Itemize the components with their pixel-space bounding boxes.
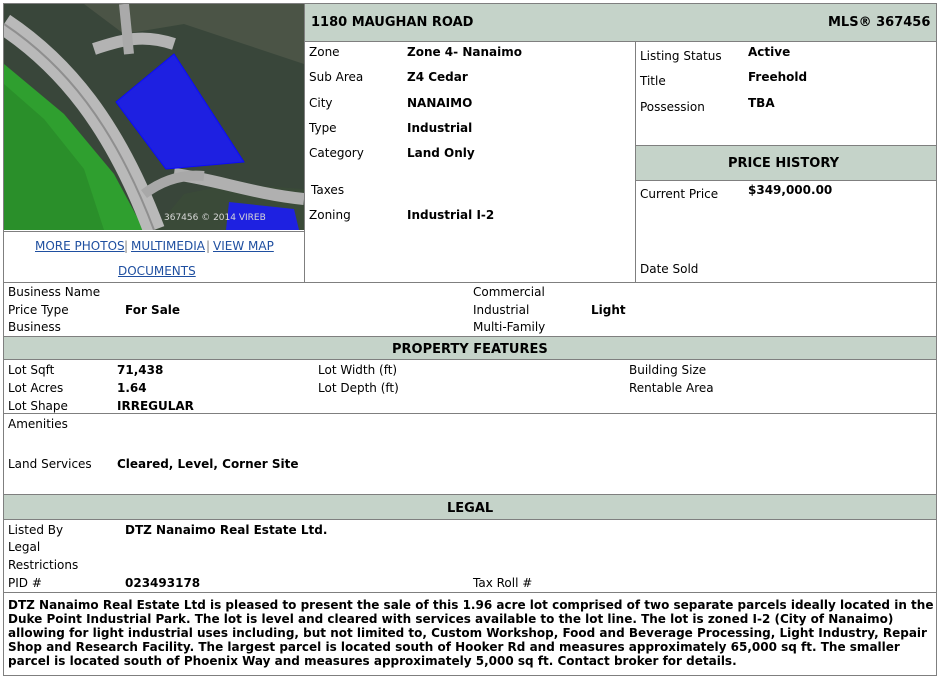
city-label: City	[309, 96, 333, 110]
zoning-label: Zoning	[309, 208, 351, 222]
restrictions-label: Restrictions	[8, 558, 79, 572]
zoning-value: Industrial I-2	[407, 208, 495, 222]
industrial-value: Light	[591, 303, 626, 317]
property-address: 1180 MAUGHAN ROAD	[311, 15, 474, 30]
possession-label: Possession	[640, 100, 705, 114]
subarea-value: Z4 Cedar	[407, 70, 468, 84]
pid-label: PID #	[8, 576, 42, 590]
business-name-label: Business Name	[8, 285, 101, 299]
listed-by-label: Listed By	[8, 523, 64, 537]
view-map-link[interactable]: VIEW MAP	[213, 239, 274, 253]
land-services-label: Land Services	[8, 457, 92, 471]
zone-value: Zone 4- Nanaimo	[407, 45, 522, 59]
mls-number: MLS® 367456	[828, 15, 931, 30]
industrial-label: Industrial	[473, 303, 530, 317]
lot-sqft-label: Lot Sqft	[8, 363, 55, 377]
lot-sqft-value: 71,438	[117, 363, 164, 377]
aerial-map-image	[4, 4, 304, 230]
business-label: Business	[8, 320, 61, 334]
listing-status-label: Listing Status	[640, 49, 722, 63]
type-value: Industrial	[407, 121, 473, 135]
lot-shape-value: IRREGULAR	[117, 399, 194, 413]
lot-shape-label: Lot Shape	[8, 399, 68, 413]
documents-link[interactable]: DOCUMENTS	[118, 264, 196, 278]
lot-acres-label: Lot Acres	[8, 381, 64, 395]
category-label: Category	[309, 146, 364, 160]
land-services-value: Cleared, Level, Corner Site	[117, 457, 299, 471]
pid-value: 023493178	[125, 576, 201, 590]
legal-label: Legal	[8, 540, 41, 554]
building-size-label: Building Size	[629, 363, 707, 377]
rentable-area-label: Rentable Area	[629, 381, 714, 395]
lot-depth-label: Lot Depth (ft)	[318, 381, 399, 395]
listed-by-value: DTZ Nanaimo Real Estate Ltd.	[125, 523, 328, 537]
property-photo[interactable]	[4, 4, 304, 230]
price-type-value: For Sale	[125, 303, 181, 317]
listing-status-value: Active	[748, 45, 791, 59]
current-price-label: Current Price	[640, 187, 719, 201]
possession-value: TBA	[748, 96, 775, 110]
subarea-label: Sub Area	[309, 70, 364, 84]
zone-label: Zone	[309, 45, 340, 59]
current-price-value: $349,000.00	[748, 183, 833, 197]
property-features-heading: PROPERTY FEATURES	[392, 342, 548, 357]
taxes-label: Taxes	[311, 183, 345, 197]
title-value: Freehold	[748, 70, 808, 84]
commercial-label: Commercial	[473, 285, 545, 299]
tax-roll-label: Tax Roll #	[473, 576, 533, 590]
date-sold-label: Date Sold	[640, 262, 699, 276]
title-label: Title	[640, 74, 666, 88]
property-description: DTZ Nanaimo Real Estate Ltd is pleased to present the sale of this 1.96 acre lot comprised of two separate parcels ideally located in the Duke Point Industrial Park. The lot is level and cleared with services available to the lot line. The lot is zoned I-2 (City of Nanaimo) allowing for light industrial uses including, but not limited to, Custom Workshop, Food and Beverage Processing, Light Industry, Repair Shop and Research Facility. The largest parcel is located south of Hooker Rd and measures approximately 65,000 sq ft. The smaller parcel is located south of Phoenix Way and measures approximately 5,000 sq ft. Contact broker for details.	[8, 598, 934, 668]
price-type-label: Price Type	[8, 303, 69, 317]
category-value: Land Only	[407, 146, 475, 160]
photo-watermark: 367456 © 2014 VIREB	[164, 213, 266, 223]
multifamily-label: Multi-Family	[473, 320, 546, 334]
more-photos-link[interactable]: MORE PHOTOS	[35, 239, 125, 253]
amenities-label: Amenities	[8, 417, 68, 431]
type-label: Type	[309, 121, 337, 135]
lot-width-label: Lot Width (ft)	[318, 363, 398, 377]
multimedia-link[interactable]: MULTIMEDIA	[131, 239, 205, 253]
lot-acres-value: 1.64	[117, 381, 147, 395]
legal-heading: LEGAL	[447, 501, 494, 516]
city-value: NANAIMO	[407, 96, 473, 110]
price-history-heading: PRICE HISTORY	[728, 156, 840, 171]
